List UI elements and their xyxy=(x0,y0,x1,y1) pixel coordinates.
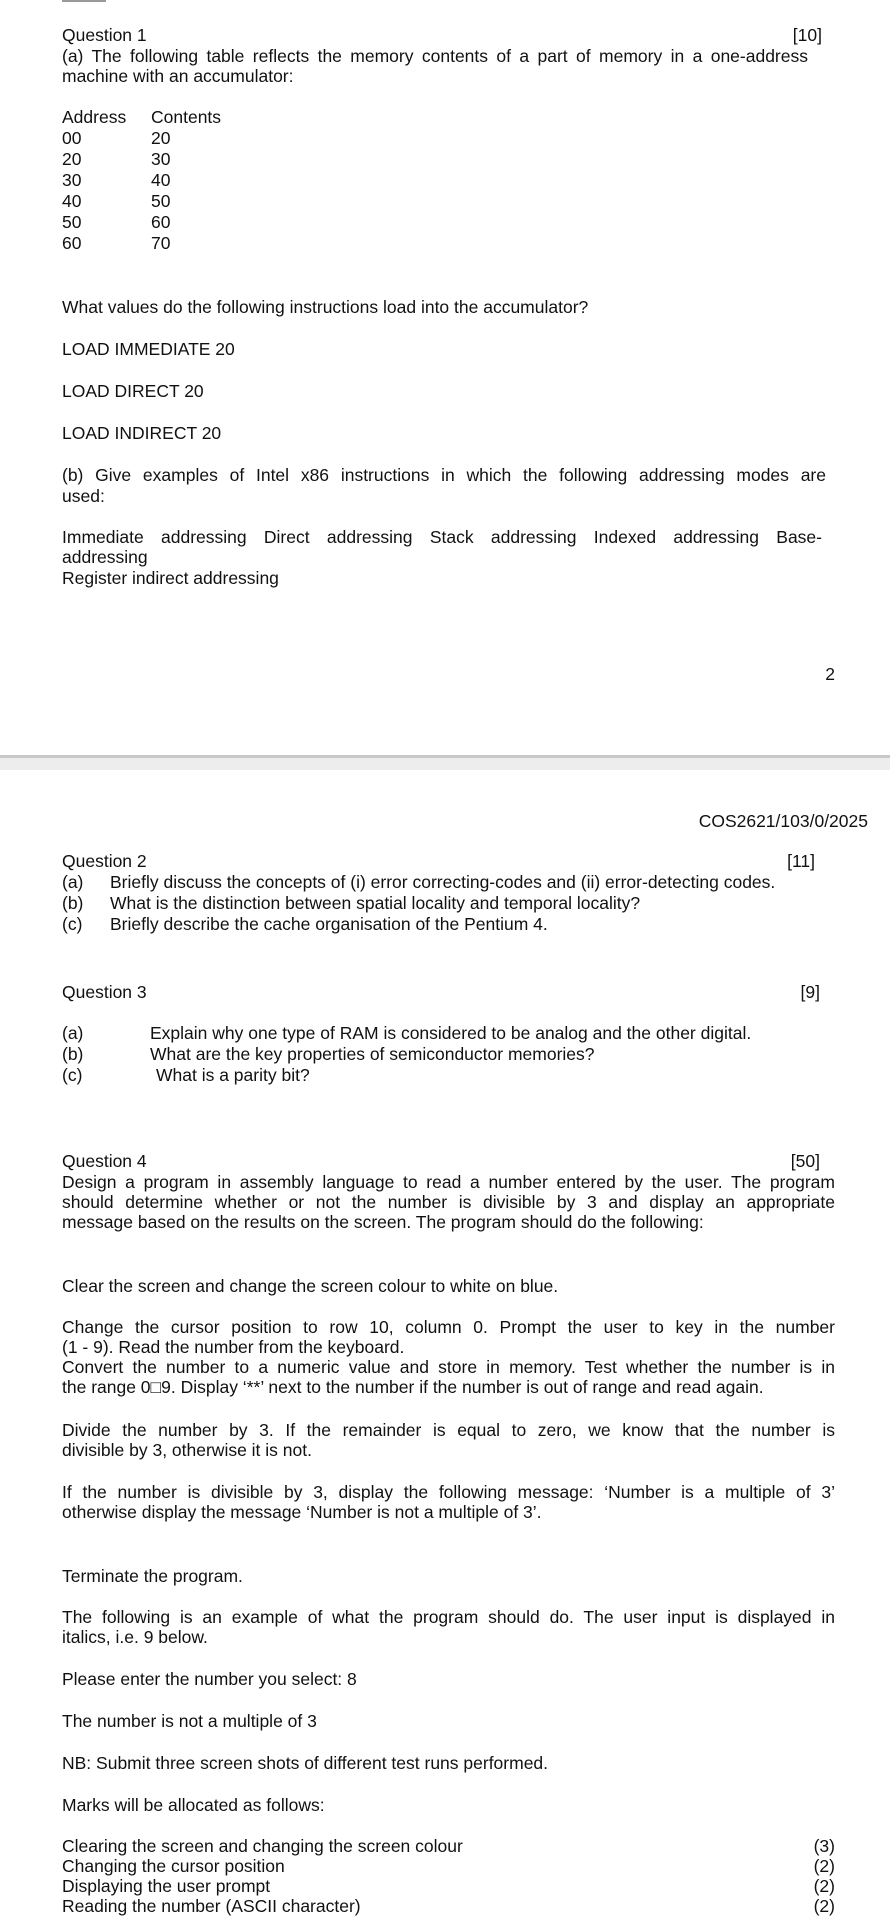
q2-label-b: (b) xyxy=(62,893,84,913)
q2-label-c: (c) xyxy=(62,914,83,934)
q4-step-convert-line-2: the range 0□9. Display ‘**’ next to the number if the number is out of range and read again. xyxy=(62,1377,764,1397)
addressing-modes-line-1: Immediate addressing Direct addressing Stack addressing Indexed addressing Base- xyxy=(62,527,822,547)
q1a-line-1: (a) The following table reflects the memory contents of a part of memory in a one-address xyxy=(62,46,808,66)
q3-item-a: Explain why one type of RAM is considered to be analog and the other digital. xyxy=(150,1023,752,1043)
q1b-line-2: used: xyxy=(62,486,105,506)
q4-example-line-1: The following is an example of what the program should do. The user input is displayed in xyxy=(62,1607,835,1627)
question-1-title: Question 1 xyxy=(62,25,147,45)
question-3-marks: [9] xyxy=(800,982,820,1002)
page-break-gap xyxy=(0,758,890,770)
addressing-modes-line-2: addressing xyxy=(62,547,148,567)
q4-step-divide-line-1: Divide the number by 3. If the remainder is equal to zero, we know that the number is xyxy=(62,1420,835,1440)
q1a-line-2: machine with an accumulator: xyxy=(62,66,294,86)
table-cell-address: 50 xyxy=(62,212,82,232)
question-2-marks: [11] xyxy=(787,851,815,871)
q1b-line-1: (b) Give examples of Intel x86 instructions in which the following addressing modes are xyxy=(62,465,826,485)
question-4-title: Question 4 xyxy=(62,1151,147,1171)
course-code: COS2621/103/0/2025 xyxy=(698,811,868,831)
q4-step-clear-screen: Clear the screen and change the screen colour to white on blue. xyxy=(62,1276,559,1296)
allocation-item: Clearing the screen and changing the screen colour xyxy=(62,1836,463,1856)
question-1-marks: [10] xyxy=(792,25,822,45)
q3-label-a: (a) xyxy=(62,1023,84,1043)
q4-step-message-line-1: If the number is divisible by 3, display the following message: ‘Number is a multiple of 3’ xyxy=(62,1482,835,1502)
allocation-marks: (2) xyxy=(813,1856,835,1876)
instruction-load-direct: LOAD DIRECT 20 xyxy=(62,381,204,401)
q2-item-b: What is the distinction between spatial locality and temporal locality? xyxy=(110,893,641,913)
q4-intro-line-3: message based on the results on the screen. The program should do the following: xyxy=(62,1212,704,1232)
table-cell-contents: 40 xyxy=(151,170,171,190)
table-cell-contents: 50 xyxy=(151,191,171,211)
q3-item-b: What are the key properties of semiconductor memories? xyxy=(150,1044,595,1064)
question-2-title: Question 2 xyxy=(62,851,147,871)
q2-item-c: Briefly describe the cache organisation of the Pentium 4. xyxy=(110,914,548,934)
allocation-marks: (3) xyxy=(813,1836,835,1856)
q4-result-example: The number is not a multiple of 3 xyxy=(62,1711,317,1731)
question-4-marks: [50] xyxy=(790,1151,820,1171)
q4-marks-intro: Marks will be allocated as follows: xyxy=(62,1795,325,1815)
q4-step-message-line-2: otherwise display the message ‘Number is not a multiple of 3’. xyxy=(62,1502,542,1522)
table-cell-address: 30 xyxy=(62,170,82,190)
table-cell-contents: 60 xyxy=(151,212,171,232)
table-cell-contents: 20 xyxy=(151,128,171,148)
table-header-contents: Contents xyxy=(151,107,222,127)
addressing-modes-line-3: Register indirect addressing xyxy=(62,568,279,588)
table-cell-contents: 70 xyxy=(151,233,171,253)
q4-intro-line-1: Design a program in assembly language to read a number entered by the user. The program xyxy=(62,1172,835,1192)
q3-label-b: (b) xyxy=(62,1044,84,1064)
q4-step-cursor-line-1: Change the cursor position to row 10, column 0. Prompt the user to key in the number xyxy=(62,1317,835,1337)
q4-example-line-2: italics, i.e. 9 below. xyxy=(62,1627,208,1647)
allocation-marks: (2) xyxy=(813,1876,835,1896)
allocation-item: Displaying the user prompt xyxy=(62,1876,271,1896)
allocation-marks: (2) xyxy=(813,1896,835,1916)
table-cell-address: 40 xyxy=(62,191,82,211)
q4-step-divide-line-2: divisible by 3, otherwise it is not. xyxy=(62,1440,312,1460)
cut-off-text-remnant xyxy=(62,0,106,2)
table-cell-address: 20 xyxy=(62,149,82,169)
q4-step-convert-line-1: Convert the number to a numeric value and store in memory. Test whether the number is in xyxy=(62,1357,835,1377)
q4-step-cursor-line-2: (1 - 9). Read the number from the keyboard. xyxy=(62,1337,405,1357)
allocation-item: Changing the cursor position xyxy=(62,1856,285,1876)
q4-prompt-example: Please enter the number you select: 8 xyxy=(62,1669,357,1689)
instruction-load-indirect: LOAD INDIRECT 20 xyxy=(62,423,222,443)
q4-nb-note: NB: Submit three screen shots of different test runs performed. xyxy=(62,1753,549,1773)
q2-item-a: Briefly discuss the concepts of (i) error correcting-codes and (ii) error-detecting codes. xyxy=(110,872,776,892)
table-cell-contents: 30 xyxy=(151,149,171,169)
q2-label-a: (a) xyxy=(62,872,84,892)
q1-question-text: What values do the following instructions load into the accumulator? xyxy=(62,297,589,317)
q4-intro-line-2: should determine whether or not the number is divisible by 3 and display an appropriate xyxy=(62,1192,835,1212)
instruction-load-immediate: LOAD IMMEDIATE 20 xyxy=(62,339,235,359)
table-cell-address: 60 xyxy=(62,233,82,253)
q3-label-c: (c) xyxy=(62,1065,83,1085)
table-header-address: Address xyxy=(62,107,127,127)
allocation-item: Reading the number (ASCII character) xyxy=(62,1896,361,1916)
page-number: 2 xyxy=(825,664,835,684)
q3-item-c: What is a parity bit? xyxy=(156,1065,310,1085)
table-cell-address: 00 xyxy=(62,128,82,148)
question-3-title: Question 3 xyxy=(62,982,147,1002)
q4-step-terminate: Terminate the program. xyxy=(62,1566,243,1586)
